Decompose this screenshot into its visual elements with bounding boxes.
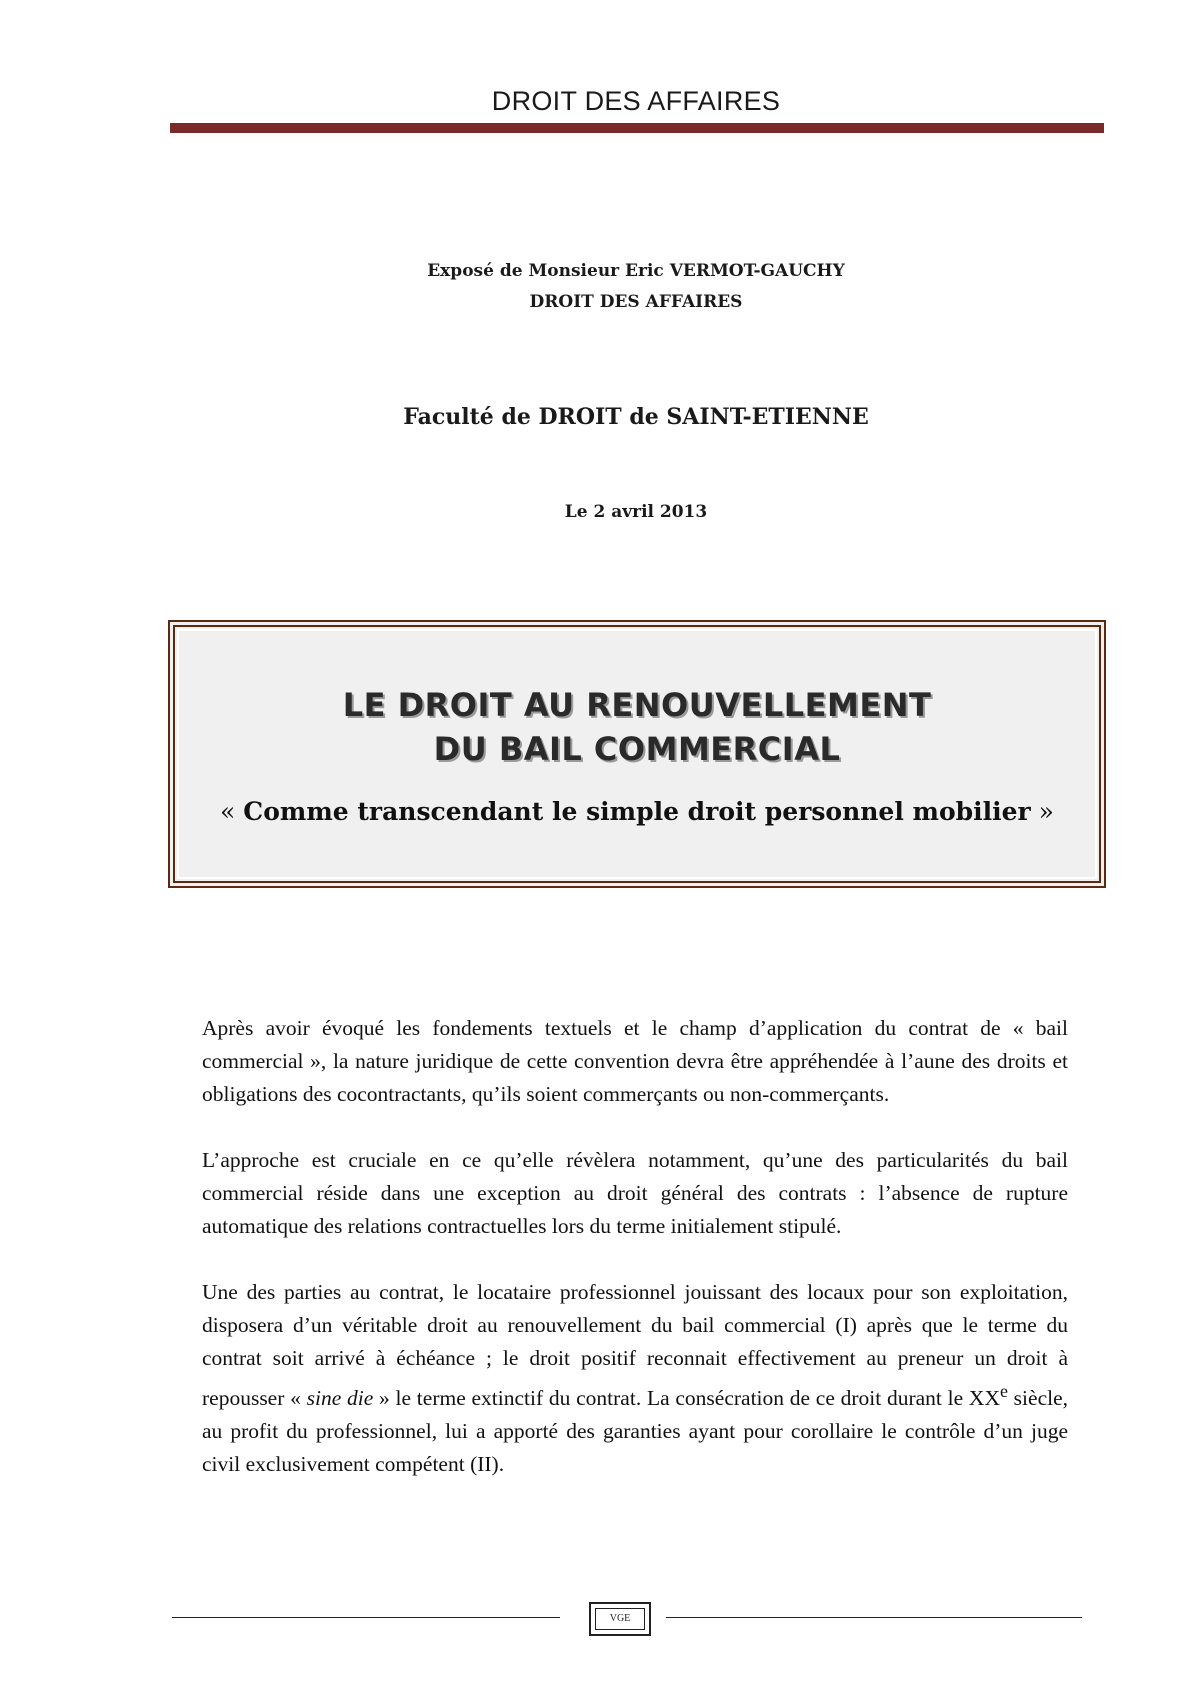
document-subtitle — [175, 797, 1099, 826]
title-line-1: LE DROIT AU RENOUVELLEMENT — [342, 686, 932, 724]
paragraph-3 — [202, 1276, 1068, 1481]
paragraph-2: L’approche est cruciale en ce qu’elle révèlera notamment, qu’une des particularités du bail commercial réside dans une exception au droit général des contrats : l’absence de rupture automatique des relations contractuelles lors du terme initialement stipulé. — [202, 1148, 1068, 1238]
footer-badge — [589, 1602, 651, 1636]
meta-block — [170, 256, 1102, 318]
paragraph-3-part-2: » le terme extinctif du contrat. La consécration de ce droit durant le XX — [373, 1386, 1000, 1411]
title-box — [168, 620, 1106, 888]
body-text — [202, 1012, 1068, 1514]
paragraph-1: Après avoir évoqué les fondements textuels et le champ d’application du contrat de « bail commercial », la nature juridique de cette convention devra être appréhendée à l’aune des droits et obligations des cocontractants, qu’ils soient commerçants ou non-commerçants. — [202, 1016, 1068, 1106]
subtitle-open-quote: « — [220, 797, 236, 826]
date-line: Le 2 avril 2013 — [564, 502, 708, 522]
paragraph-3-superscript: e — [999, 1381, 1008, 1401]
running-header: DROIT DES AFFAIRES — [491, 86, 781, 116]
author-line: Exposé de Monsieur Eric VERMOT-GAUCHY — [427, 261, 845, 281]
footer-line-right — [666, 1617, 1082, 1618]
subtitle-text: Comme transcendant le simple droit personnel mobilier — [243, 797, 1031, 826]
document-title — [175, 683, 1099, 771]
faculty-line: Faculté de DROIT de SAINT-ETIENNE — [403, 404, 869, 430]
course-line: DROIT DES AFFAIRES — [529, 292, 743, 312]
footer-line-left — [172, 1617, 560, 1618]
title-line-2: DU BAIL COMMERCIAL — [433, 730, 841, 768]
paragraph-3-italic: sine die — [306, 1386, 374, 1411]
subtitle-close-quote: » — [1038, 797, 1054, 826]
paragraph-3-part-3: siècle, au profit du professionnel, lui a apporté des garanties ayant pour corollaire le contrôle d’un juge civil exclusivement compétent (II). — [202, 1386, 1069, 1477]
header-rule — [170, 123, 1104, 133]
footer-badge-label: VGE — [595, 1608, 645, 1630]
paragraph-3-part-1: Une des parties au contrat, le locataire professionnel jouissant des locaux pour son exploitation, disposera d’un véritable droit au renouvellement du bail commercial (I) après que le terme du contrat soit arrivé à échéance ; le droit positif reconnait effectivement au preneur un droit à repousser « — [202, 1280, 1068, 1411]
